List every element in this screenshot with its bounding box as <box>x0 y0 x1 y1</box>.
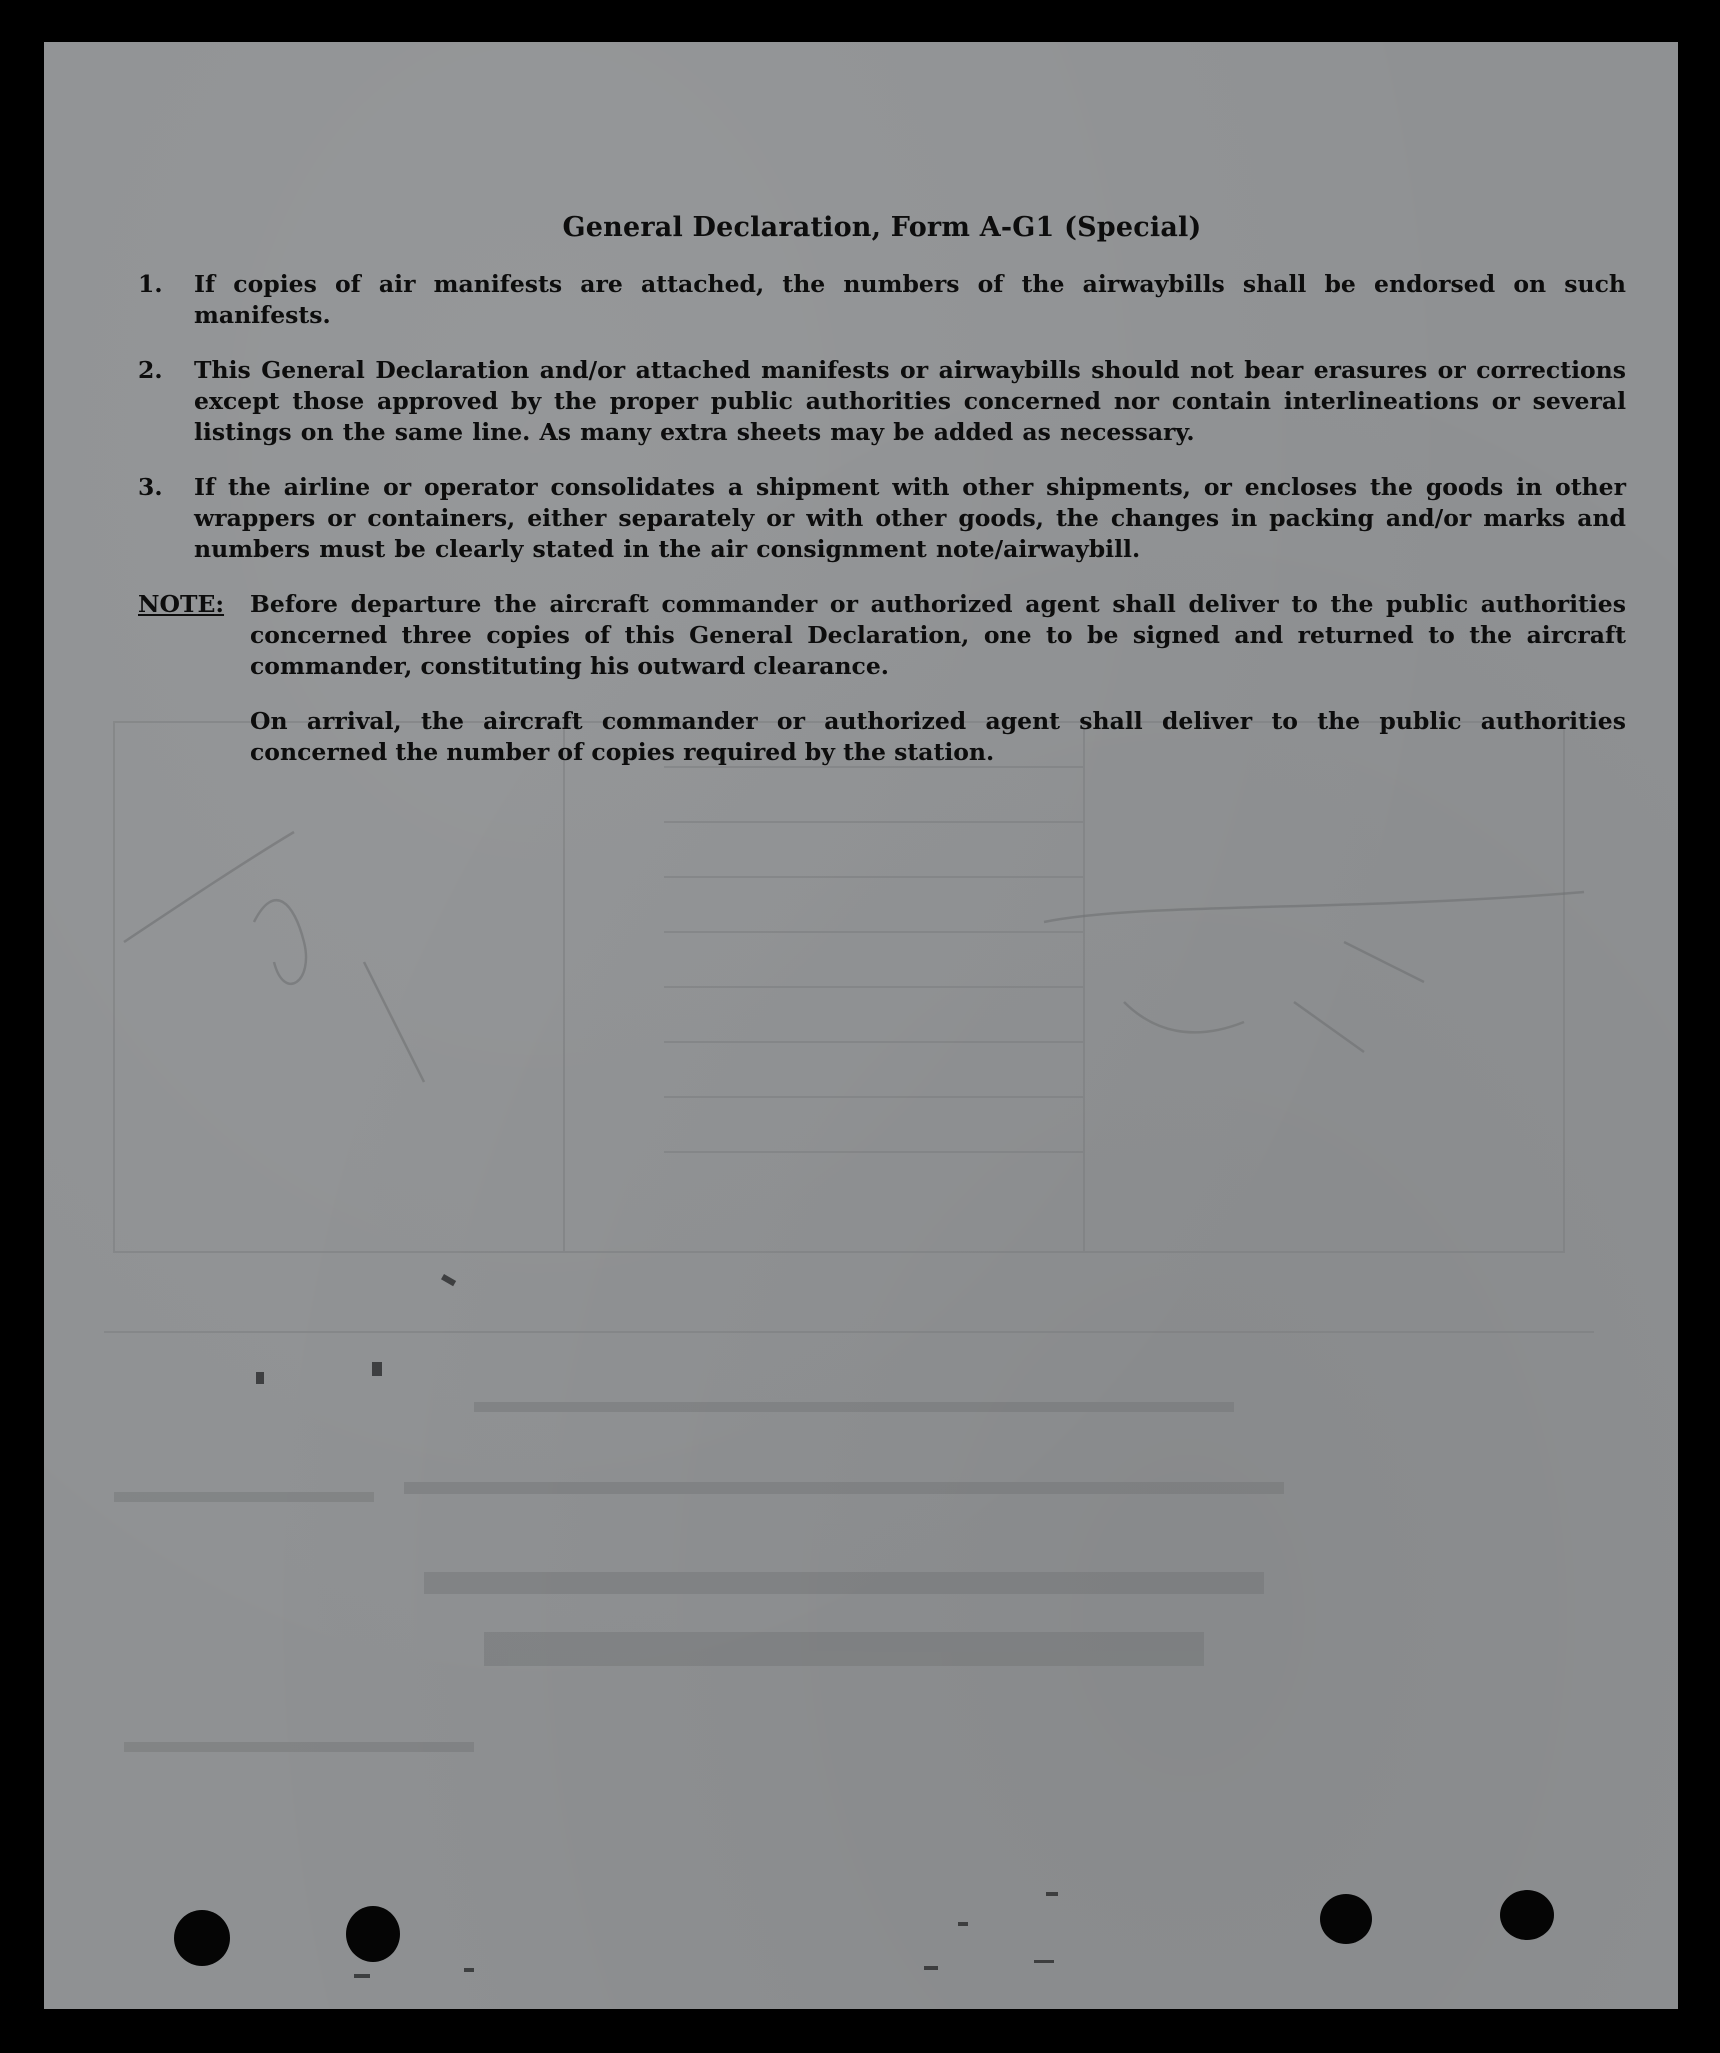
note-section <box>138 589 1626 792</box>
note-paragraph: Before departure the aircraft commander or authorized agent shall deliver to the public authorities concerned three copies of this General Declaration, one to be signed and returned to the aircraft commander, constituting his outward clearance. <box>250 590 1626 680</box>
item-text: This General Declaration and/or attached manifests or airwaybills should not bear erasures or corrections except those approved by the proper public authorities concerned nor contain interlineations or several listings on the same line. As many extra sheets may be added as necessary. <box>194 356 1626 446</box>
item-number: 1. <box>138 270 163 298</box>
instruction-item <box>138 269 1626 331</box>
punch-hole <box>1500 1890 1554 1940</box>
note-paragraph: On arrival, the aircraft commander or authorized agent shall deliver to the public authorities concerned the number of copies required by the station. <box>250 707 1626 766</box>
instruction-item <box>138 472 1626 565</box>
item-number: 2. <box>138 356 163 384</box>
instruction-item <box>138 355 1626 448</box>
item-number: 3. <box>138 473 163 501</box>
item-text: If copies of air manifests are attached, the numbers of the airwaybills shall be endorsed on such manifests. <box>194 270 1626 329</box>
instructions-block <box>138 212 1626 792</box>
punch-hole <box>174 1910 230 1966</box>
page-title: General Declaration, Form A-G1 (Special) <box>562 212 1202 243</box>
punch-hole <box>346 1906 400 1962</box>
punch-hole <box>1320 1894 1372 1944</box>
note-label: NOTE: <box>138 590 225 618</box>
note-body <box>250 589 1626 792</box>
item-text: If the airline or operator consolidates a shipment with other shipments, or encloses the goods in other wrappers or containers, either separately or with other goods, the changes in packing and/or marks and numbers must be clearly stated in the air consignment note/airwaybill. <box>194 473 1626 563</box>
document-sheet <box>44 42 1678 2009</box>
